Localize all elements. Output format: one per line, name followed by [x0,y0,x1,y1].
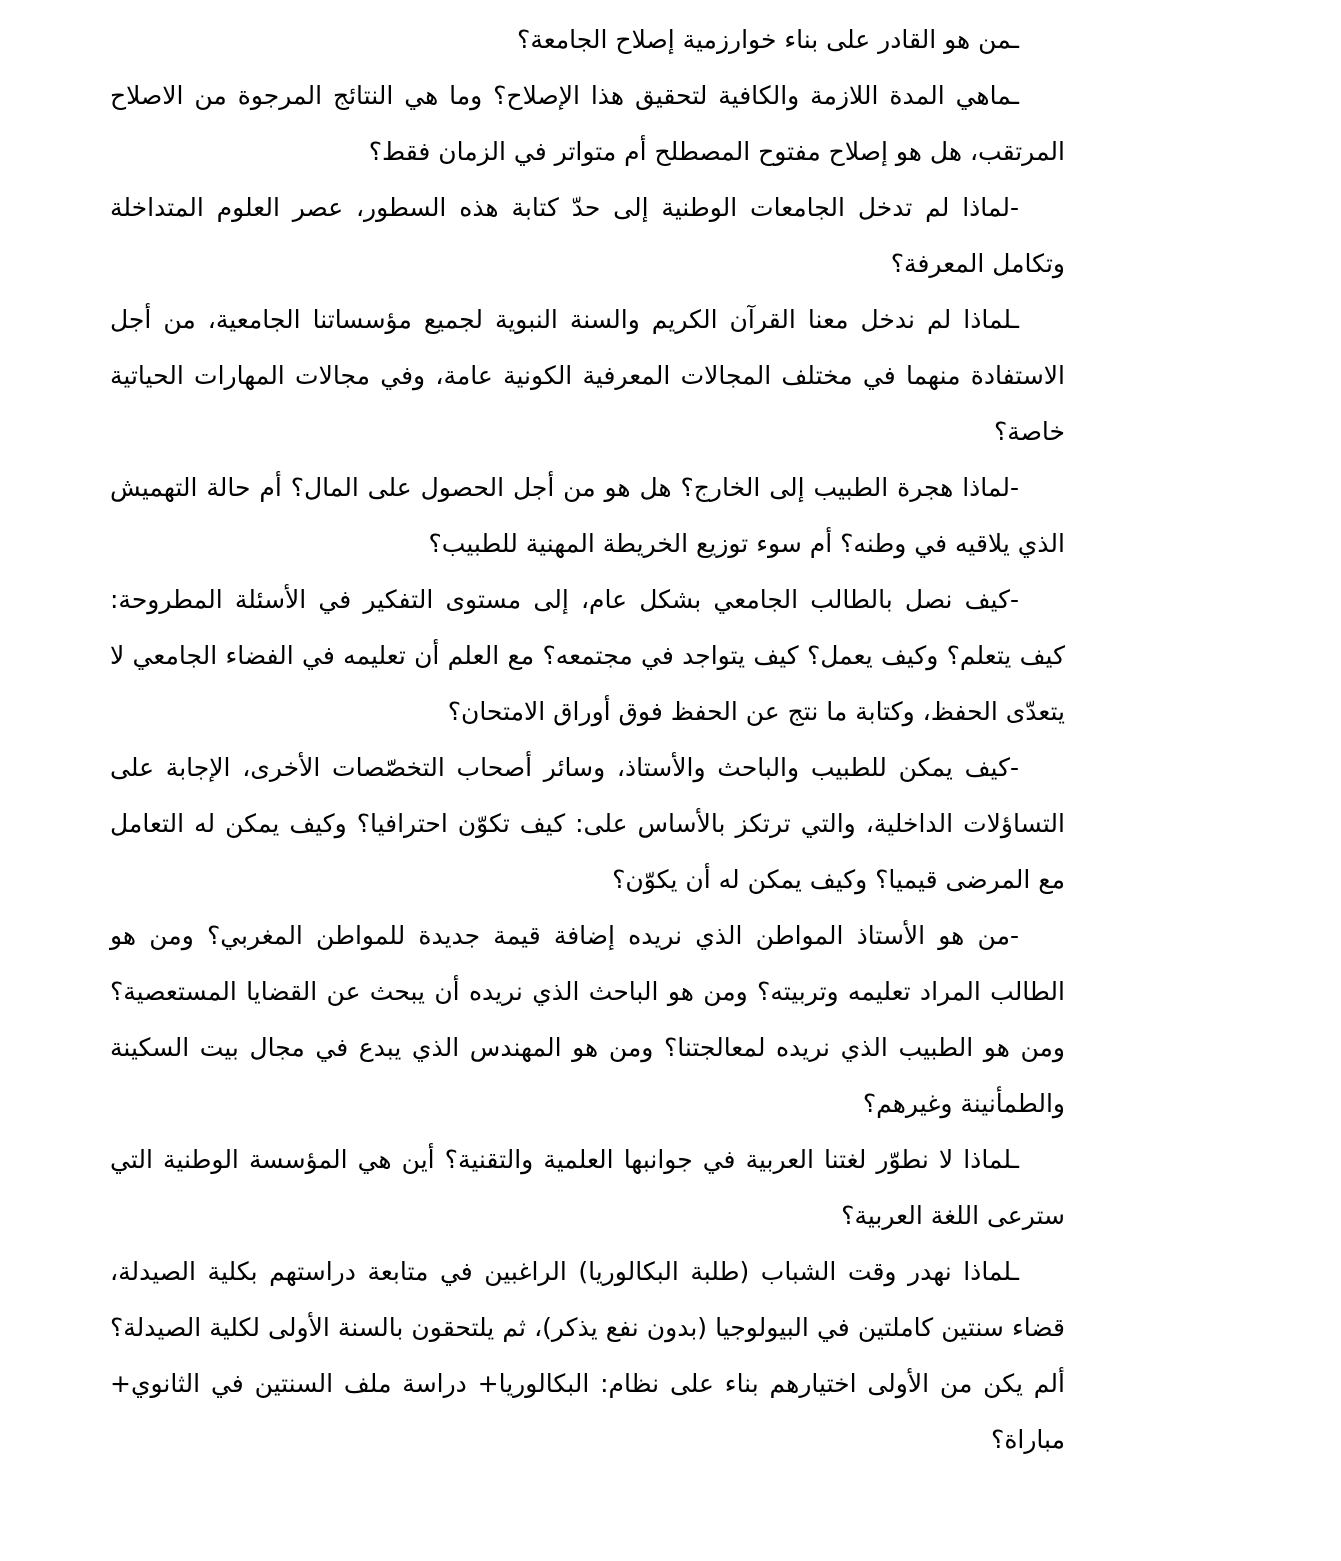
paragraph-text: -لماذا هجرة الطبيب إلى الخارج؟ هل هو من أجل الحصول على المال؟ أم حالة التهميش الذي يلاقيه في وطنه؟ أم سوء توزيع الخريطة المهنية للطبيب؟ [110,473,1065,558]
question-paragraph [110,1244,1065,1468]
question-paragraph [110,740,1065,908]
paragraph-text: -من هو الأستاذ المواطن الذي نريده إضافة قيمة جديدة للمواطن المغربي؟ ومن هو الطالب المراد تعليمه وتربيته؟ ومن هو الباحث الذي نريده أن يبحث عن القضايا المستعصية؟ ومن هو الطبيب الذي نريده لمعالجتنا؟ ومن هو المهندس الذي يبدع في مجال بيت السكينة والطمأنينة وغيرهم؟ [110,921,1065,1118]
paragraph-text: ـلماذا لا نطوّر لغتنا العربية في جوانبها العلمية والتقنية؟ أين هي المؤسسة الوطنية التي سترعى اللغة العربية؟ [110,1145,1065,1230]
question-paragraph [110,292,1065,460]
question-paragraph [110,908,1065,1132]
paragraph-text: -لماذا لم تدخل الجامعات الوطنية إلى حدّ كتابة هذه السطور، عصر العلوم المتداخلة وتكامل المعرفة؟ [110,193,1065,278]
paragraph-text: ـمن هو القادر على بناء خوارزمية إصلاح الجامعة؟ [517,25,1019,54]
paragraph-text: ـماهي المدة اللازمة والكافية لتحقيق هذا الإصلاح؟ وما هي النتائج المرجوة من الاصلاح المرتقب، هل هو إصلاح مفتوح المصطلح أم متواتر في الزمان فقط؟ [110,81,1065,166]
paragraph-text: ـلماذا لم ندخل معنا القرآن الكريم والسنة النبوية لجميع مؤسساتنا الجامعية، من أجل الاستفادة منهما في مختلف المجالات المعرفية الكونية عامة، وفي مجالات المهارات الحياتية خاصة؟ [110,305,1065,446]
paragraph-text: -كيف يمكن للطبيب والباحث والأستاذ، وسائر أصحاب التخصّصات الأخرى، الإجابة على التساؤلات الداخلية، والتي ترتكز بالأساس على: كيف تكوّن احترافيا؟ وكيف يمكن له التعامل مع المرضى قيميا؟ وكيف يمكن له أن يكوّن؟ [110,753,1065,894]
question-paragraph [110,460,1065,572]
question-paragraph [110,68,1065,180]
question-paragraph [110,12,1065,68]
question-paragraph [110,1132,1065,1244]
paragraph-text: -كيف نصل بالطالب الجامعي بشكل عام، إلى مستوى التفكير في الأسئلة المطروحة: كيف يتعلم؟ وكيف يعمل؟ كيف يتواجد في مجتمعه؟ مع العلم أن تعليمه في الفضاء الجامعي لا يتعدّى الحفظ، وكتابة ما نتج عن الحفظ فوق أوراق الامتحان؟ [110,585,1065,726]
document-body [110,12,1065,1468]
question-paragraph [110,180,1065,292]
paragraph-text: ـلماذا نهدر وقت الشباب (طلبة البكالوريا) الراغبين في متابعة دراستهم بكلية الصيدلة، قضاء سنتين كاملتين في البيولوجيا (بدون نفع يذكر)، ثم يلتحقون بالسنة الأولى لكلية الصيدلة؟ ألم يكن من الأولى اختيارهم بناء على نظام: البكالوريا+ دراسة ملف السنتين في الثانوي+ مباراة؟ [110,1257,1065,1454]
question-paragraph [110,572,1065,740]
